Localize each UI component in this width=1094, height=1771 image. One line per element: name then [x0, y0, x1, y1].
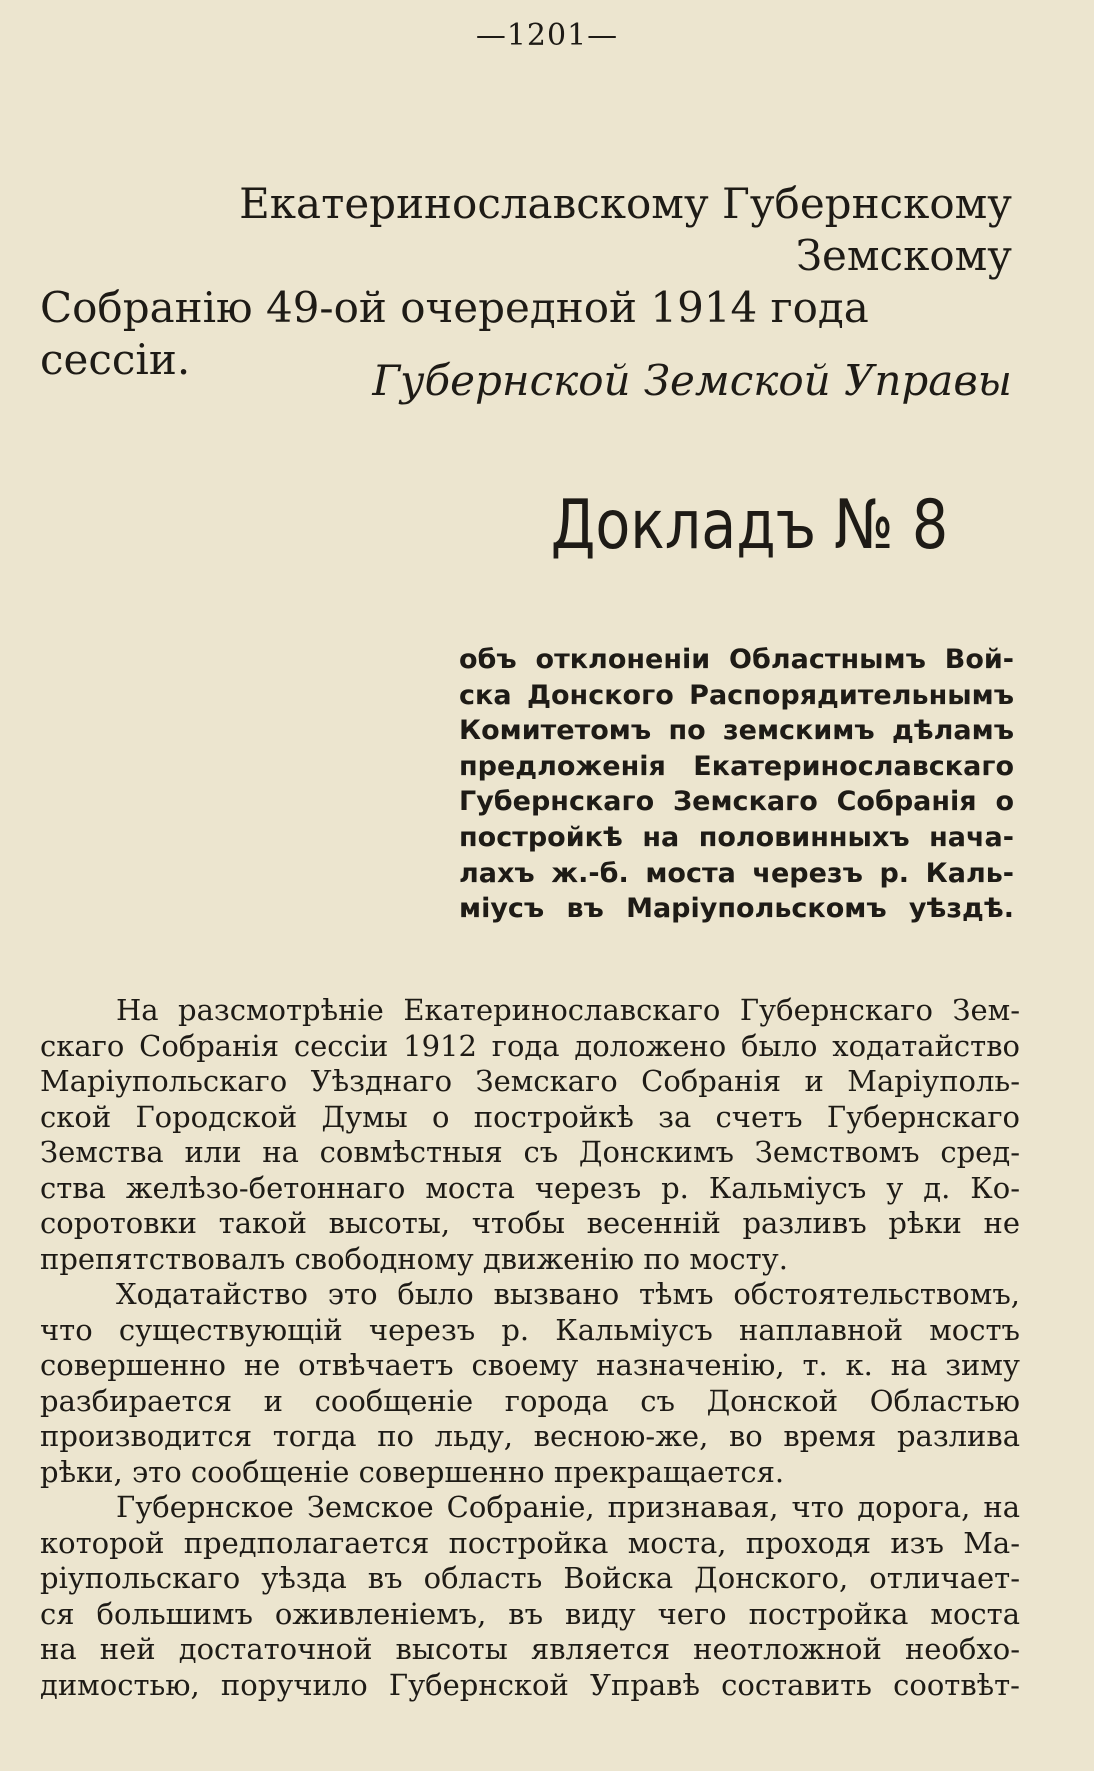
paragraph-1-line: скаго Собранія сессіи 1912 года доложено было ходатайство: [40, 1028, 1020, 1063]
address-line-1: Екатеринославскому Губернскому Земскому: [239, 179, 1012, 280]
subject-line: міусъ въ Маріупольскомъ уѣздѣ.: [459, 893, 1014, 925]
paragraph-1-line: соротовки такой высоты, чтобы весенній разливъ рѣки не: [40, 1206, 1020, 1240]
subject-line: Комитетомъ по земскимъ дѣламъ: [459, 715, 1014, 747]
paragraph-3-line: на ней достаточной высоты является неотложной необхо-: [40, 1632, 1020, 1666]
report-subject: [459, 642, 1014, 927]
paragraph-1-line: ства желѣзо-бетоннаго моста черезъ р. Кальміусъ у д. Ко-: [40, 1170, 1020, 1205]
subject-line: Губернскаго Земскаго Собранія о: [459, 786, 1014, 818]
paragraph-3-line: ся большимъ оживленіемъ, въ виду чего постройка моста: [40, 1596, 1020, 1631]
subject-line: объ отклоненіи Областнымъ Вой-: [459, 644, 1014, 675]
subject-line: лахъ ж.-б. моста черезъ р. Каль-: [459, 857, 1014, 889]
address-line-2: Собранію 49-ой очередной 1914 года сессіи.: [40, 283, 869, 384]
paragraph-1-line: ской Городской Думы о постройкѣ за счетъ Губернскаго: [40, 1099, 1020, 1134]
subject-line: постройкѣ на половинныхъ нача-: [459, 821, 1014, 853]
paragraph-3-line: Губернское Земское Собраніе, признавая, что дорога, на: [116, 1490, 1020, 1524]
paragraph-2-line: что существующій черезъ р. Кальміусъ наплавной мостъ: [40, 1312, 1020, 1347]
paragraph-3-line: ріупольскаго уѣзда въ область Войска Донского, отличает-: [40, 1561, 1020, 1595]
paragraph-1-line: На разсмотрѣніе Екатеринославскаго Губернскаго Зем-: [116, 993, 1020, 1027]
paragraph-3-line: которой предполагается постройка моста, проходя изъ Ма-: [40, 1525, 1020, 1560]
issuer-line: Губернской Земской Управы: [372, 356, 1012, 405]
subject-line: ска Донского Распорядительнымъ: [459, 679, 1014, 711]
paragraph-2-line: Ходатайство это было вызвано тѣмъ обстоятельствомъ,: [116, 1277, 1020, 1311]
paragraph-1-line: препятствовалъ свободному движенію по мосту.: [40, 1241, 788, 1276]
paragraph-1-line: Маріупольскаго Уѣзднаго Земскаго Собранія и Маріуполь-: [40, 1064, 1020, 1098]
paragraph-2-line: совершенно не отвѣчаетъ своему назначенію, т. к. на зиму: [40, 1348, 1020, 1382]
paragraph-2-line: разбирается и сообщеніе города съ Донской Областью: [40, 1383, 1020, 1418]
paragraph-2-line: производится тогда по льду, весною-же, во время разлива: [40, 1419, 1020, 1453]
paragraph-3-line: димостью, поручило Губернской Управѣ составить соотвѣт-: [40, 1667, 1020, 1702]
page-number: —1201—: [475, 18, 619, 53]
report-title: Докладъ № 8: [550, 486, 948, 565]
subject-line: предложенія Екатеринославскаго: [459, 750, 1014, 782]
address-heading: [40, 178, 1012, 386]
paragraph-1-line: Земства или на совмѣстныя съ Донскимъ Земствомъ сред-: [40, 1135, 1020, 1169]
body-text: [40, 993, 1020, 1703]
paragraph-2-line: рѣки, это сообщеніе совершенно прекращается.: [40, 1454, 785, 1489]
